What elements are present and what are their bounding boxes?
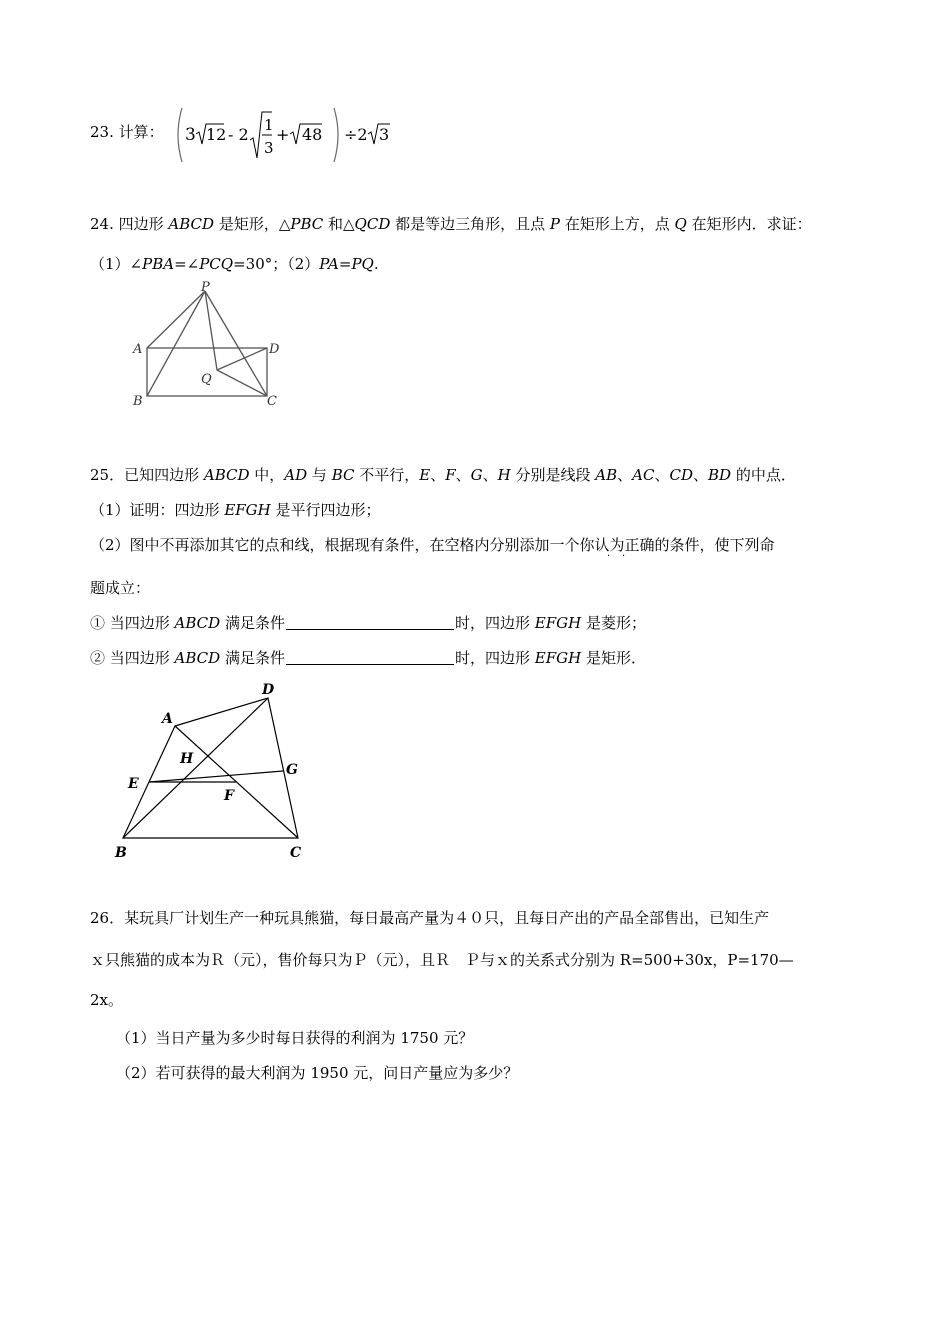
q23-radicand-3: 3 — [379, 125, 390, 144]
q24-label-p: P — [201, 280, 210, 295]
q26-line2: ｘ只熊猫的成本为Ｒ（元），售价每只为Ｐ（元），且Ｒ Ｐ与ｘ的关系式分别为 R=500+30x，P=170— — [90, 951, 794, 969]
q23-label: 23. 计算： — [90, 123, 164, 141]
q25-diagonal-bd — [123, 698, 268, 838]
q23-numerator: 1 — [264, 116, 274, 134]
q23-minus-2: - 2 — [228, 125, 249, 144]
q25-label-e: E — [128, 776, 139, 792]
q25-label-g: G — [286, 762, 298, 778]
q24-label-d: D — [269, 342, 280, 357]
q23-expression — [176, 106, 390, 164]
q23-radicand-48: 48 — [302, 125, 323, 144]
q25-part2-line2: 题成立： — [90, 579, 151, 597]
emphasis-dot: · — [622, 551, 626, 562]
q25-label-a: A — [162, 711, 173, 727]
q23-radicand-12: 12 — [206, 125, 227, 144]
q24-figure — [125, 280, 285, 413]
q26-line3: 2x。 — [90, 991, 124, 1009]
q24-segment-pq — [205, 291, 217, 370]
q24-segment-pb — [147, 291, 205, 396]
q25-condition-2: ② 当四边形 ABCD 满足条件 时，四边形 EFGH 是矩形． — [90, 649, 646, 667]
answer-blank-1[interactable] — [286, 615, 454, 630]
q24-segment-pa — [147, 291, 205, 348]
q24-label-a: A — [133, 342, 143, 357]
q24-label-b: B — [133, 394, 143, 409]
q23-divide: ÷2 — [344, 125, 368, 144]
answer-blank-2[interactable] — [286, 650, 454, 665]
q25-stem: 25．已知四边形 ABCD 中，AD 与 BC 不平行，E、F、G、H 分别是线段 AB、AC、CD、BD 的中点． — [90, 466, 796, 484]
q25-label-b: B — [115, 845, 127, 861]
q25-label-f: F — [224, 788, 234, 804]
q23-denominator: 3 — [264, 139, 274, 157]
q24-segment-qd — [217, 348, 267, 370]
q25-label-d: D — [262, 682, 275, 698]
q24-label-c: C — [267, 394, 277, 409]
q24-label-q: Q — [201, 372, 212, 387]
q25-part1: （1）证明：四边形 EFGH 是平行四边形； — [90, 501, 381, 519]
emphasis-dot: · — [607, 551, 611, 562]
q23-plus: + — [276, 125, 290, 144]
q25-label-c: C — [290, 845, 302, 861]
q24-stem: 24. 四边形 ABCD 是矩形，△PBC 和△QCD 都是等边三角形，且点 P 在矩形上方，点 Q 在矩形内．求证： — [90, 215, 812, 233]
q26-line1: 26．某玩具厂计划生产一种玩具熊猫，每日最高产量为４０只，且每日产出的产品全部售出，已知生产 — [90, 909, 770, 927]
q25-part2-line1: （2）图中不再添加其它的点和线，根据现有条件，在空格内分别添加一个你认为正确的条件，使下列命 — [90, 536, 775, 554]
q25-segment-eg — [149, 771, 283, 782]
q25-condition-1: ① 当四边形 ABCD 满足条件 时，四边形 EFGH 是菱形； — [90, 614, 646, 632]
q25-label-h: H — [180, 751, 194, 767]
q25-quadrilateral — [123, 698, 298, 838]
q24-subquestions: （1）∠PBA=∠PCQ=30°；（2）PA=PQ. — [90, 255, 379, 273]
q26-sub2: （2）若可获得的最大利润为 1950 元，问日产量应为多少？ — [116, 1064, 519, 1082]
q23-coef-3: 3 — [185, 125, 196, 145]
q23-formula-graphic — [176, 106, 390, 164]
q25-figure — [110, 682, 320, 862]
q26-sub1: （1）当日产量为多少时每日获得的利润为 1750 元？ — [116, 1029, 474, 1047]
